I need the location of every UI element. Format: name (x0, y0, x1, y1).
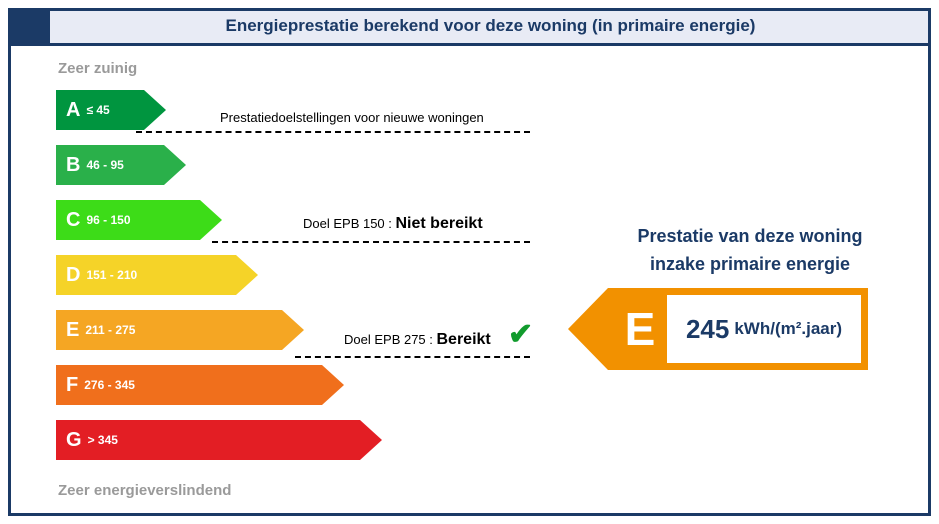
page-title: Energieprestatie berekend voor deze woning (in primaire energie) (225, 16, 756, 35)
result-letter: E (624, 303, 656, 355)
result-title-line2: inzake primaire energie (649, 254, 851, 274)
energy-bar-e (56, 310, 304, 350)
energy-bar-g (56, 420, 382, 460)
result-unit: kWh/(m².jaar) (734, 319, 843, 338)
energy-bar-d-label: D 151 - 210 (66, 264, 138, 286)
header-accent-square (8, 8, 50, 46)
goal-line-epb150 (212, 241, 530, 243)
energy-bar-g-label: G > 345 (66, 429, 118, 451)
result-title-line1: Prestatie van deze woning (637, 226, 863, 246)
result-value-box (664, 292, 864, 366)
energy-bar-a (56, 90, 166, 130)
goal-line-epb275 (295, 356, 530, 358)
goal-label-epb275: Doel EPB 275 : Bereikt (344, 331, 491, 348)
check-icon: ✔ (508, 318, 534, 351)
result-value: 245 (685, 313, 730, 344)
energy-bar-e-label: E 211 - 275 (66, 319, 136, 341)
energy-bar-c-label: C 96 - 150 (66, 209, 131, 231)
scale-top-label: Zeer zuinig (58, 60, 138, 77)
goal-label-new-homes: Prestatiedoelstellingen voor nieuwe woningen (220, 110, 484, 125)
energy-bar-a-label: A ≤ 45 (66, 99, 110, 121)
goal-label-epb150: Doel EPB 150 : Niet bereikt (303, 215, 483, 232)
energy-bar-b-label: B 46 - 95 (66, 154, 124, 176)
result-title (580, 222, 920, 278)
energy-bar-c (56, 200, 222, 240)
scale-bottom-label: Zeer energieverslindend (58, 482, 232, 499)
energy-bar-b (56, 145, 186, 185)
goal-line-new-homes (136, 131, 530, 133)
energy-bar-d (56, 255, 258, 295)
energy-bar-f-label: F 276 - 345 (66, 374, 135, 396)
energy-bar-f (56, 365, 344, 405)
